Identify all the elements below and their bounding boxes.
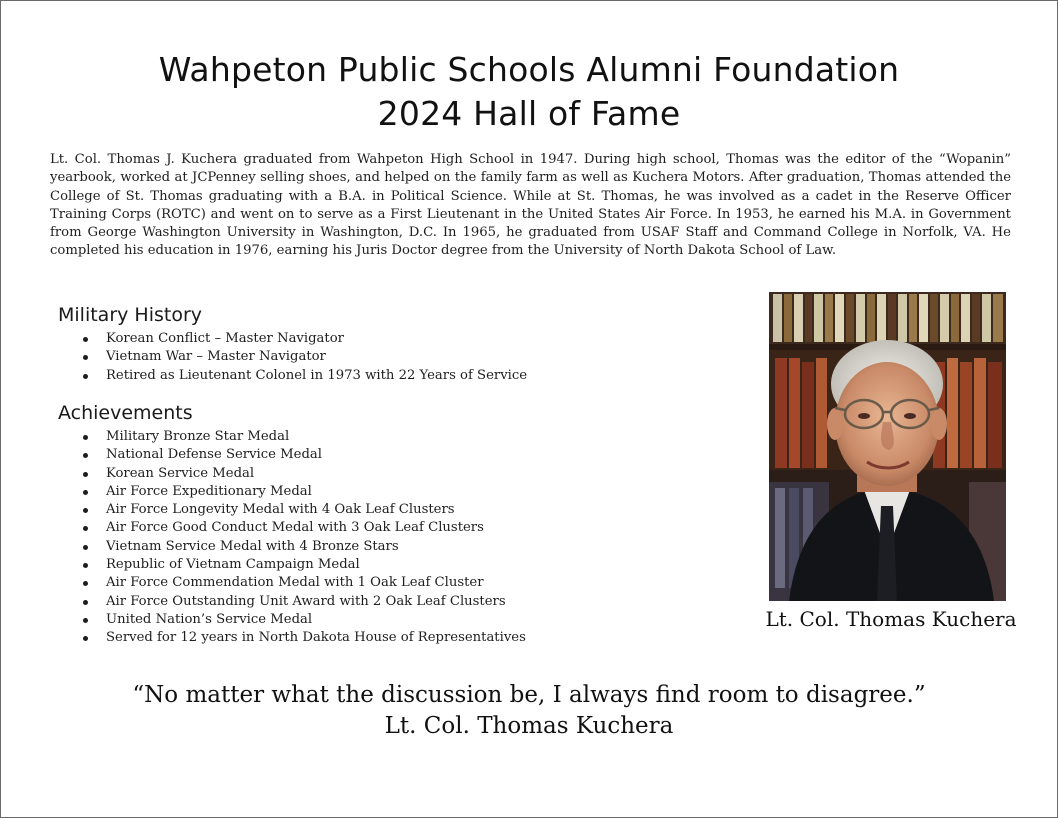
page-subtitle: 2024 Hall of Fame bbox=[377, 94, 681, 133]
military-history-list bbox=[81, 330, 527, 385]
biography-paragraph: Lt. Col. Thomas J. Kuchera graduated from Wahpeton High School in 1947. During high school, Thomas was the editor of the “Wopanin” yearbook, worked at JCPenney selling shoes, and helped on the family farm as well as Kuchera Motors. After graduation, Thomas attended the College of St. Thomas graduating with a B.A. in Political Science. While at St. Thomas, he was involved as a cadet in the Reserve Officer Training Corps (ROTC) and went on to serve as a First Lieutenant in the United States Air Force. In 1953, he earned his M.A. in Government from George Washington University in Washington, D.C. In 1965, he graduated from USAF Staff and Command College in Norfolk, VA. He completed his education in 1976, earning his Juris Doctor degree from the University of North Dakota School of Law. bbox=[50, 152, 1011, 259]
list-item: Served for 12 years in North Dakota House of Representatives bbox=[81, 629, 526, 647]
list-item: Retired as Lieutenant Colonel in 1973 with 22 Years of Service bbox=[81, 367, 527, 385]
achievements-list bbox=[81, 428, 526, 648]
achievements-heading: Achievements bbox=[58, 402, 193, 424]
bookshelf-top bbox=[769, 292, 1006, 344]
quote-text: “No matter what the discussion be, I always find room to disagree.” bbox=[132, 682, 926, 708]
list-item: Air Force Commendation Medal with 1 Oak Leaf Cluster bbox=[81, 574, 526, 592]
list-item: Korean Service Medal bbox=[81, 465, 526, 483]
list-item: Military Bronze Star Medal bbox=[81, 428, 526, 446]
list-item: Air Force Good Conduct Medal with 3 Oak Leaf Clusters bbox=[81, 519, 526, 537]
list-item: Korean Conflict – Master Navigator bbox=[81, 330, 527, 348]
list-item: National Defense Service Medal bbox=[81, 446, 526, 464]
list-item: Air Force Longevity Medal with 4 Oak Leaf Clusters bbox=[81, 501, 526, 519]
list-item: Air Force Expeditionary Medal bbox=[81, 483, 526, 501]
list-item: Vietnam War – Master Navigator bbox=[81, 348, 527, 366]
list-item: Republic of Vietnam Campaign Medal bbox=[81, 556, 526, 574]
page-title: Wahpeton Public Schools Alumni Foundation bbox=[158, 50, 900, 89]
portrait-photo bbox=[769, 292, 1006, 601]
quote-attribution: Lt. Col. Thomas Kuchera bbox=[384, 713, 674, 739]
list-item: Vietnam Service Medal with 4 Bronze Stars bbox=[81, 538, 526, 556]
portrait-caption: Lt. Col. Thomas Kuchera bbox=[765, 607, 1017, 631]
list-item: Air Force Outstanding Unit Award with 2 Oak Leaf Clusters bbox=[81, 593, 526, 611]
military-history-heading: Military History bbox=[58, 304, 203, 326]
portrait-illustration bbox=[769, 292, 1006, 601]
list-item: United Nation’s Service Medal bbox=[81, 611, 526, 629]
